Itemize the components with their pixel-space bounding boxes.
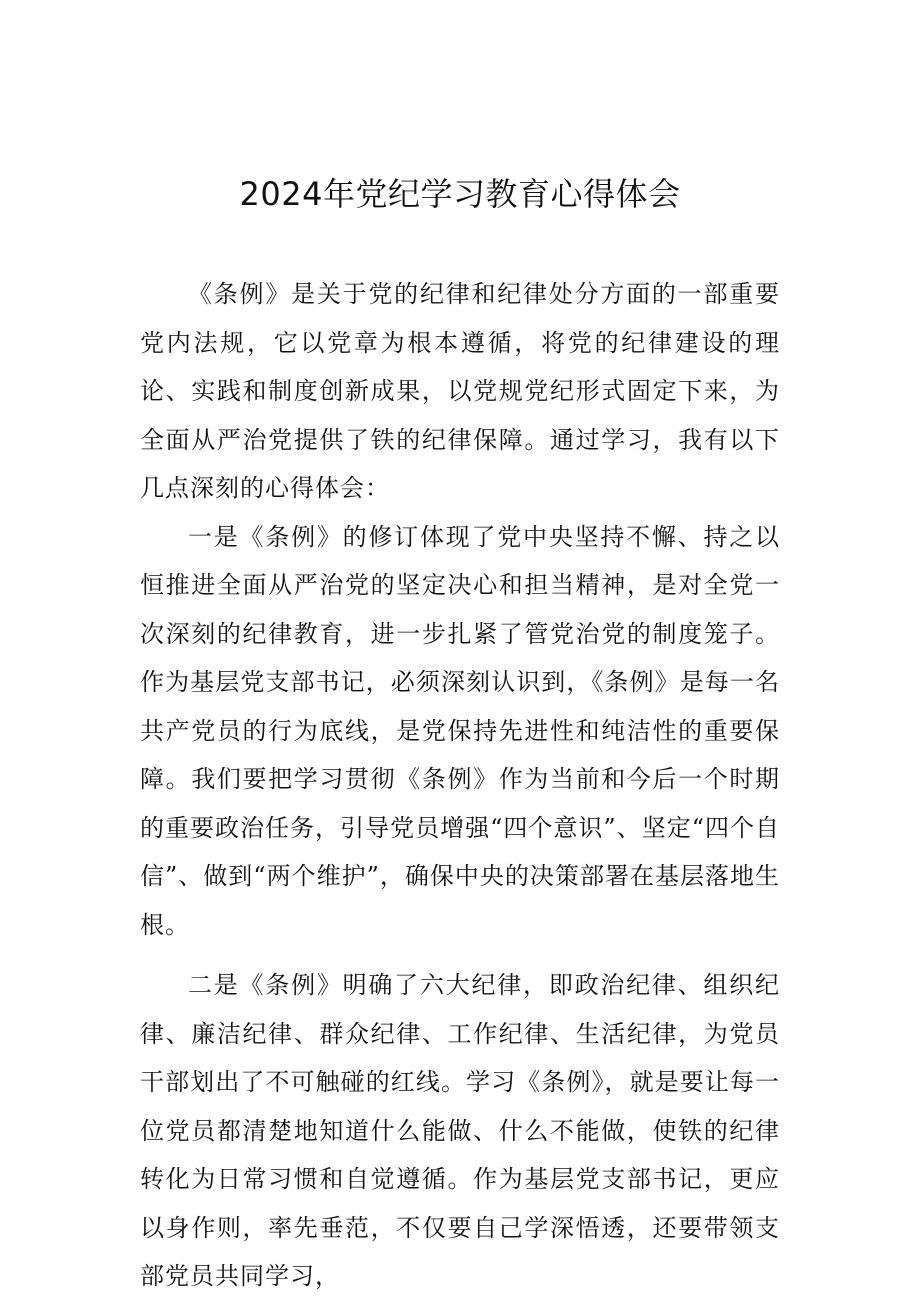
- document-body: [140, 270, 780, 1301]
- document-title: 2024年党纪学习教育心得体会: [239, 175, 681, 213]
- paragraph-intro: 《条例》是关于党的纪律和纪律处分方面的一部重要党内法规，它以党章为根本遵循，将党的纪律建设的理论、实践和制度创新成果，以党规党纪形式固定下来，为全面从严治党提供了铁的纪律保障。通过学习，我有以下几点深刻的心得体会：: [140, 280, 780, 502]
- paragraph-point-two: 二是《条例》明确了六大纪律，即政治纪律、组织纪律、廉洁纪律、群众纪律、工作纪律、生活纪律，为党员干部划出了不可触碰的红线。学习《条例》，就是要让每一位党员都清楚地知道什么能做、什么不能做，使铁的纪律转化为日常习惯和自觉遵循。作为基层党支部书记，更应以身作则，率先垂范，不仅要自己学深悟透，还要带领支部党员共同学习，: [140, 971, 780, 1290]
- paragraph-point-one: 一是《条例》的修订体现了党中央坚持不懈、持之以恒推进全面从严治党的坚定决心和担当精神，是对全党一次深刻的纪律教育，进一步扎紧了管党治党的制度笼子。作为基层党支部书记，必须深刻认识到，《条例》是每一名共产党员的行为底线，是党保持先进性和纯洁性的重要保障。我们要把学习贯彻《条例》作为当前和今后一个时期的重要政治任务，引导党员增强“四个意识”、坚定“四个自信”、做到“两个维护”，确保中央的决策部署在基层落地生根。: [140, 522, 780, 939]
